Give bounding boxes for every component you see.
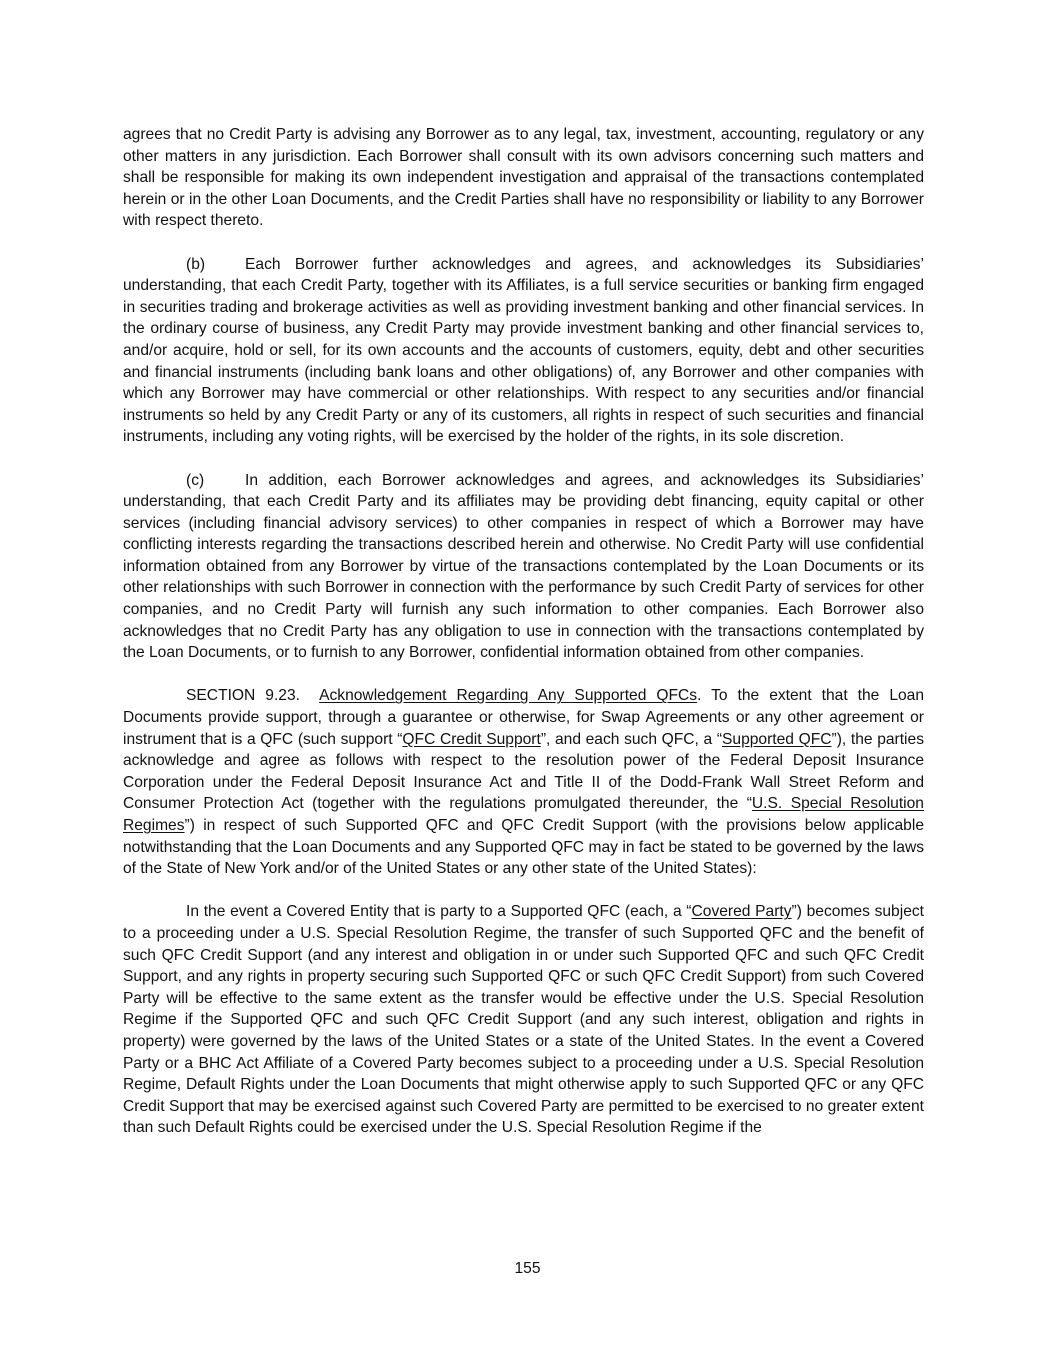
page-number: 155 xyxy=(514,1260,541,1277)
clause-label-c: (c) xyxy=(186,471,205,489)
defined-term-covered-party: Covered Party xyxy=(691,903,792,921)
paragraph-covered-party xyxy=(123,901,924,1139)
paragraph-text: Each Borrower further acknowledges and agrees, and acknowledges its Subsidiaries’ understanding, that each Credit Party, together with its Affiliates, is a full service securities or banking firm engaged in securities trading and brokerage activities as well as providing investment banking and other financial services. In the ordinary course of business, any Credit Party may provide investment banking and other financial services to, and/or acquire, hold or sell, for its own accounts and the accounts of customers, equity, debt and other securities and financial instruments (including bank loans and other obligations) of, any Borrower and other companies with which any Borrower may have commercial or other relationships. With respect to any securities and/or financial instruments so held by any Credit Party or any of its customers, all rights in respect of such securities and financial instruments, including any voting rights, will be exercised by the holder of the rights, in its sole discretion. xyxy=(123,255,924,446)
section-heading: Acknowledgement Regarding Any Supported QFCs xyxy=(319,687,698,705)
paragraph-text: ”), the parties acknowledge and agree as follows with respect to the resolution power of the Federal Deposit Insurance Corporation under the Federal Deposit Insurance Act and Title II of the Dodd-Frank Wall Street Reform and Consumer Protection Act (together with the regulations promulgated thereunder, the “ xyxy=(123,730,924,813)
paragraph-text: ”) becomes subject to a proceeding under a U.S. Special Resolution Regime, the transfer of such Supported QFC and the benefit of such QFC Credit Support (and any interest and obligation in or under such Supported QFC and such QFC Credit Support, and any rights in property securing such Supported QFC or such QFC Credit Support) from such Covered Party will be effective to the same extent as the transfer would be effective under the U.S. Special Resolution Regime if the Supported QFC and such QFC Credit Support (and any such interest, obligation and rights in property) were governed by the laws of the United States or a state of the United States. In the event a Covered Party or a BHC Act Affiliate of a Covered Party becomes subject to a proceeding under a U.S. Special Resolution Regime, Default Rights under the Loan Documents that might otherwise apply to such Supported QFC or any QFC Credit Support that may be exercised against such Covered Party are permitted to be exercised to no greater extent than such Default Rights could be exercised under the U.S. Special Resolution Regime if the xyxy=(123,903,924,1137)
document-page xyxy=(123,124,924,1161)
defined-term-supported-qfc: Supported QFC xyxy=(722,730,832,748)
paragraph-text: agrees that no Credit Party is advising any Borrower as to any legal, tax, investment, accounting, regulatory or any other matters in any jurisdiction. Each Borrower shall consult with its own advisors concerning such matters and shall be responsible for making its own independent investigation and appraisal of the transactions contemplated herein or in the other Loan Documents, and the Credit Parties shall have no responsibility or liability to any Borrower with respect thereto. xyxy=(123,126,924,230)
defined-term-qfc-credit-support: QFC Credit Support xyxy=(402,730,541,748)
paragraph-continuation xyxy=(123,124,924,232)
paragraph-text: . To the extent that the Loan Documents provide support, through a guarantee or otherwise, for Swap Agreements or any other agreement or instrument that is a QFC (such support “ xyxy=(123,687,925,748)
paragraph-b xyxy=(123,254,924,448)
paragraph-text: In the event a Covered Entity that is party to a Supported QFC (each, a “ xyxy=(186,903,692,921)
paragraph-text: In addition, each Borrower acknowledges and agrees, and acknowledges its Subsidiaries’ understanding, that each Credit Party and its affiliates may be providing debt financing, equity capital or other services (including financial advisory services) to other companies in respect of which a Borrower may have conflicting interests regarding the transactions described herein and otherwise. No Credit Party will use confidential information obtained from any Borrower by virtue of the transactions contemplated by the Loan Documents or its other relationships with such Borrower in connection with the performance by such Credit Party of services for other companies, and no Credit Party will furnish any such information to other companies. Each Borrower also acknowledges that no Credit Party has any obligation to use in connection with the transactions contemplated by the Loan Documents, or to furnish to any Borrower, confidential information obtained from other companies. xyxy=(123,471,924,662)
paragraph-c xyxy=(123,470,924,664)
clause-label-b: (b) xyxy=(186,255,206,273)
section-number: SECTION 9.23. xyxy=(186,687,300,705)
paragraph-text: ”) in respect of such Supported QFC and QFC Credit Support (with the provisions below applicable notwithstanding that the Loan Documents and any Supported QFC may in fact be stated to be governed by the laws of the State of New York and/or of the United States or any other state of the United States): xyxy=(123,817,924,878)
paragraph-text: ”, and each such QFC, a “ xyxy=(540,730,723,748)
section-9-23 xyxy=(123,685,924,879)
defined-term-us-special-resolution-regimes: U.S. Special Resolution Regimes xyxy=(123,795,924,834)
